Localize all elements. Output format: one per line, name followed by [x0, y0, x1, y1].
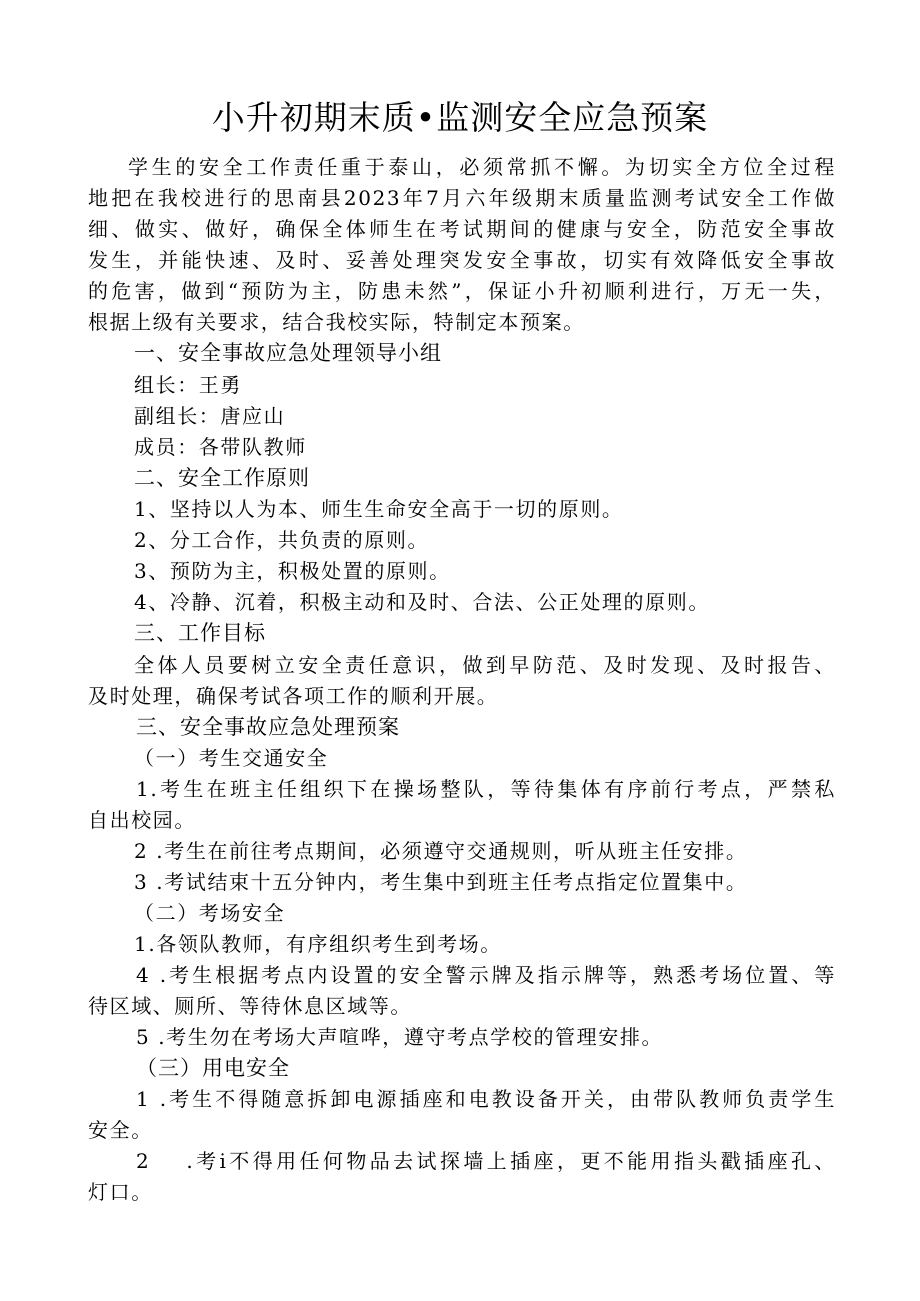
- plan-item-text: .考i不得用任何物品去试探墙上插座，更不能用指头戳插座孔、: [186, 1149, 836, 1173]
- plan-item: 2 .考生在前往考点期间，必须遵守交通规则，听从班主任安排。: [134, 839, 748, 863]
- goal-line: 及时处理，确保考试各项工作的顺利开展。: [88, 684, 499, 708]
- plan-item: 1.各领队教师，有序组织考生到考场。: [134, 932, 502, 956]
- plan-item-number: 2: [136, 1149, 151, 1173]
- intro-line: 的危害，做到“预防为主，防患未然”，保证小升初顺利进行，万无一失，: [88, 279, 836, 303]
- intro-line: 学生的安全工作责任重于泰山，必须常抓不懈。为切实全方位全过程: [128, 155, 836, 179]
- goal-line: 全体人员要树立安全责任意识，做到早防范、及时发现、及时报告、: [134, 653, 836, 677]
- plan-item: 1 .考生不得随意拆卸电源插座和电教设备开关，由带队教师负责学生: [136, 1087, 836, 1111]
- plan-item: 3 .考试结束十五分钟内，考生集中到班主任考点指定位置集中。: [134, 870, 748, 894]
- plan-item: 待区域、厕所、等待休息区域等。: [88, 994, 412, 1018]
- plan-item: 5 .考生勿在考场大声喧哗，遵守考点学校的管理安排。: [136, 1025, 664, 1049]
- plan-item: 自出校园。: [88, 808, 196, 832]
- subsection-heading: （一）考生交通安全: [134, 746, 329, 770]
- plan-item: 1.考生在班主任组织下在操场整队，等待集体有序前行考点，严禁私: [136, 777, 836, 801]
- intro-line: 发生，并能快速、及时、妥善处理突发安全事故，切实有效降低安全事故: [88, 248, 836, 272]
- members-line: 成员：各带队教师: [134, 435, 307, 459]
- deputy-line: 副组长：唐应山: [134, 404, 286, 428]
- plan-item: [136, 1146, 836, 1176]
- intro-line: 地把在我校进行的思南县2023年7月六年级期末质量监测考试安全工作做: [88, 186, 836, 210]
- section-heading: 三、安全事故应急处理预案: [136, 715, 400, 739]
- principle-item: 1、坚持以人为本、师生生命安全高于一切的原则。: [134, 497, 624, 521]
- subsection-heading: （二）考场安全: [134, 901, 286, 925]
- section-heading: 一、安全事故应急处理领导小组: [134, 341, 442, 365]
- leader-line: 组长：王勇: [134, 373, 242, 397]
- section-heading: 三、工作目标: [134, 621, 266, 645]
- document-title: 小升初期末质•监测安全应急预案: [211, 98, 709, 137]
- principle-item: 2、分工合作，共负责的原则。: [134, 528, 430, 552]
- principle-item: 3、预防为主，积极处置的原则。: [134, 559, 451, 583]
- subsection-heading: （三）用电安全: [136, 1056, 290, 1080]
- principle-item: 4、冷静、沉着，积极主动和及时、合法、公正处理的原则。: [134, 590, 710, 614]
- plan-item: 灯口。: [88, 1180, 153, 1204]
- intro-line: 根据上级有关要求，结合我校实际，特制定本预案。: [88, 310, 585, 334]
- plan-item: 安全。: [88, 1118, 153, 1142]
- section-heading: 二、安全工作原则: [134, 466, 310, 490]
- plan-item: 4 .考生根据考点内设置的安全警示牌及指示牌等，熟悉考场位置、等: [136, 963, 836, 987]
- intro-line: 细、做实、做好，确保全体师生在考试期间的健康与安全，防范安全事故: [88, 217, 836, 241]
